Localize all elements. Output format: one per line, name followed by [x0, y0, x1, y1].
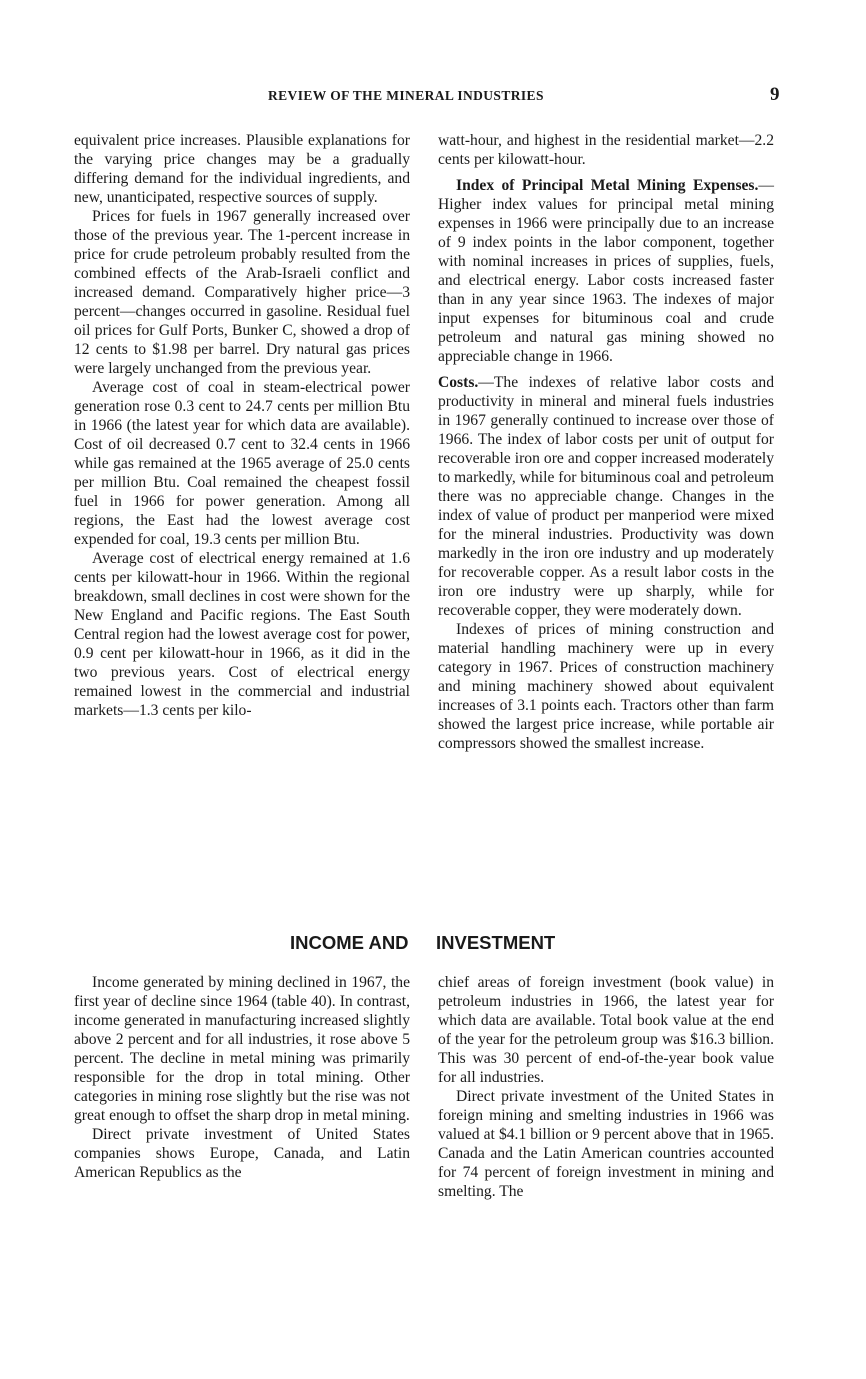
paragraph: Direct private investment of the United States in foreign mining and smelting industries in 1966 was valued at $4.1 billion or 9 percent above that in 1965. Canada and the Latin American countries accounted for 74 percent of foreign investment in mining and smelting. The [438, 1088, 774, 1200]
paragraph: Average cost of electrical energy remained at 1.6 cents per kilowatt-hour in 1966. Within the regional breakdown, small declines in cost were shown for the New England and Pacific regions. The East South Central region had the lowest average cost for power, 0.9 cent per kilowatt-hour in 1966, as it did in the two previous years. Cost of electrical energy remained lowest in the commercial and industrial markets—1.3 cents per kilo- [74, 550, 410, 719]
bottom-right-column [438, 973, 774, 1201]
running-header [0, 84, 866, 108]
bottom-left-column [74, 973, 410, 1182]
page-number: 9 [770, 84, 780, 105]
paragraph: Prices for fuels in 1967 generally increased over those of the previous year. The 1-percent increase in price for crude petroleum probably resulted from the combined effects of the Arab-Israeli conflict and increased demand. Comparatively higher price—3 percent—changes occurred in gasoline. Residual fuel oil prices for Gulf Ports, Bunker C, showed a drop of 12 cents to $1.98 per barrel. Dry natural gas prices were largely unchanged from the previous year. [74, 208, 410, 377]
paragraph-body: —Higher index values for principal metal mining expenses in 1966 were principally due to an increase of 9 index points in the labor component, together with nominal increases in prices of supplies, fuels, and electrical energy. Labor costs increased faster than in any year since 1963. The indexes of major input expenses for bituminous coal and crude petroleum and natural gas mining showed no appreciable change in 1966. [438, 177, 774, 365]
running-title: REVIEW OF THE MINERAL INDUSTRIES [268, 88, 544, 103]
section-heading-right: INVESTMENT [436, 932, 556, 953]
section-heading-left: INCOME AND [290, 932, 409, 953]
paragraph [438, 373, 774, 620]
paragraph [438, 176, 774, 366]
paragraph: Direct private investment of United States companies shows Europe, Canada, and Latin American Republics as the [74, 1126, 410, 1181]
paragraph-body: —The indexes of relative labor costs and productivity in mineral and mineral fuels industries in 1967 generally continued to increase over those of 1966. The index of labor costs per unit of output for recoverable iron ore and copper increased moderately to markedly, while for bituminous coal and petroleum there was no appreciable change. Changes in the index of value of product per manperiod were mixed for the mineral industries. Productivity was down markedly in the iron ore industry and up moderately for recoverable copper. As a result labor costs in the iron ore industry were up sharply, while for recoverable copper, they were moderately down. [438, 374, 774, 619]
paragraph: Income generated by mining declined in 1967, the first year of decline since 1964 (table 40). In contrast, income generated in manufacturing increased slightly above 2 percent and for all industries, it rose above 5 percent. The decline in metal mining was primarily responsible for the drop in total mining. Other categories in mining rose slightly but the rise was not great enough to offset the sharp drop in metal mining. [74, 974, 410, 1124]
paragraph: chief areas of foreign investment (book value) in petroleum industries in 1966, the latest year for which data are available. Total book value at the end of the year for the petroleum group was $16.3 billion. This was 30 percent of end-of-the-year book value for all industries. [438, 974, 774, 1086]
paragraph: watt-hour, and highest in the residential market—2.2 cents per kilowatt-hour. [438, 132, 774, 168]
top-right-column [438, 131, 774, 753]
paragraph: Indexes of prices of mining construction and material handling machinery were up in every category in 1967. Prices of construction machinery and mining machinery showed about equivalent increases of 3.1 points each. Tractors other than farm showed the largest price increase, while portable air compressors showed the smallest increase. [438, 621, 774, 752]
paragraph: equivalent price increases. Plausible explanations for the varying price changes may be a gradually differing demand for the individual ingredients, and new, unanticipated, respective sources of supply. [74, 132, 410, 206]
run-in-heading: Index of Principal Metal Mining Expenses. [456, 177, 759, 194]
top-left-column [74, 131, 410, 720]
run-in-heading: Costs. [438, 374, 479, 391]
paragraph: Average cost of coal in steam-electrical power generation rose 0.3 cent to 24.7 cents per million Btu in 1966 (the latest year for which data are available). Cost of oil decreased 0.7 cent to 32.4 cents in 1966 while gas remained at the 1965 average of 25.0 cents per million Btu. Coal remained the cheapest fossil fuel in 1966 for power generation. Among all regions, the East had the lowest average cost expended for coal, 19.3 cents per million Btu. [74, 379, 410, 548]
